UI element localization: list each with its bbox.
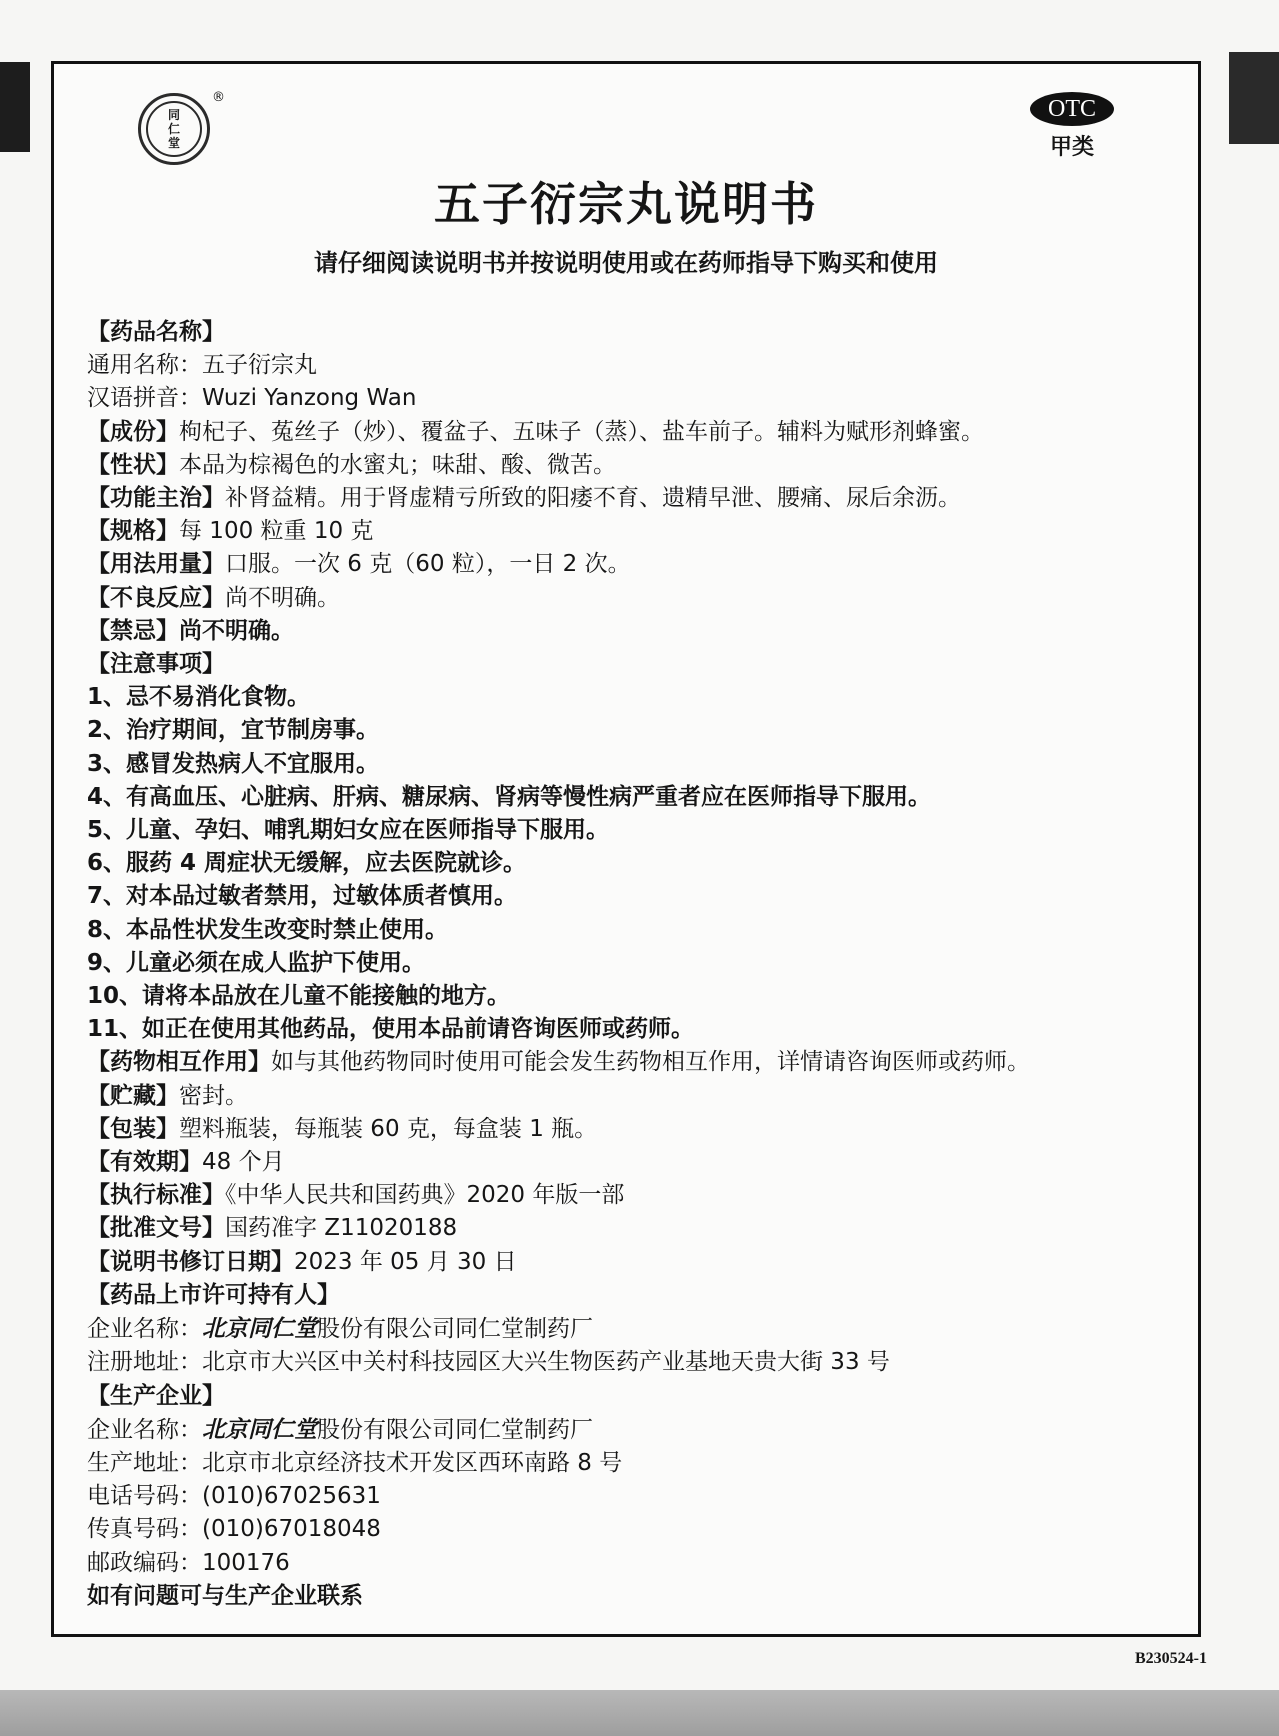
contraindications-value: 尚不明确。: [179, 617, 294, 644]
precaution-item: 11、如正在使用其他药品，使用本品前请咨询医师或药师。: [87, 1016, 695, 1043]
tongrentang-logo-icon: [138, 93, 210, 165]
scan-edge-right: [1229, 52, 1279, 144]
approval-label: 【批准文号】: [87, 1215, 225, 1242]
ingredients-label: 【成份】: [87, 418, 179, 445]
document-title: 五子衍宗丸说明书: [434, 177, 818, 231]
specification-value: 每 100 粒重 10 克: [179, 518, 374, 545]
mah-address-label: 注册地址：: [87, 1349, 202, 1376]
precaution-item: 2、治疗期间，宜节制房事。: [87, 717, 380, 744]
logo-char-1: 同: [167, 108, 180, 122]
postal-label: 邮政编码：: [87, 1549, 202, 1576]
dosage-label: 【用法用量】: [87, 551, 225, 578]
adverse-reactions-label: 【不良反应】: [87, 584, 225, 611]
indications-label: 【功能主治】: [87, 485, 225, 512]
logo-char-2: 仁: [167, 122, 180, 136]
storage-label: 【贮藏】: [87, 1082, 179, 1109]
drug-name-heading: 【药品名称】: [87, 319, 225, 345]
mah-company-brand: 北京同仁堂: [202, 1315, 317, 1343]
otc-class: 甲类: [1049, 135, 1094, 160]
packaging-line: [87, 1113, 1188, 1146]
scan-bottom-edge: [0, 1690, 1279, 1736]
pinyin-line: [87, 382, 1188, 415]
ingredients-line: [87, 416, 1188, 449]
precaution-item: 7、对本品过敏者禁用，过敏体质者慎用。: [87, 883, 518, 910]
contraindications-label: 【禁忌】: [87, 617, 179, 644]
phone-value: (010)67025631: [202, 1483, 381, 1510]
ingredients-value: 枸杞子、菟丝子（炒）、覆盆子、五味子（蒸）、盐车前子。辅料为赋形剂蜂蜜。: [179, 418, 984, 445]
precaution-item: 6、服药 4 周症状无缓解，应去医院就诊。: [87, 850, 527, 877]
generic-name-line: [87, 349, 1188, 382]
approval-value: 国药准字 Z11020188: [225, 1215, 458, 1242]
validity-line: [87, 1146, 1188, 1179]
manufacturer-address-value: 北京市北京经济技术开发区西环南路 8 号: [202, 1449, 623, 1476]
description-line: [87, 449, 1188, 482]
generic-name-value: 五子衍宗丸: [202, 352, 317, 379]
interactions-value: 如与其他药物同时使用可能会发生药物相互作用，详情请咨询医师或药师。: [271, 1049, 1030, 1076]
revision-label: 【说明书修订日期】: [87, 1248, 294, 1275]
registered-mark: ®: [212, 90, 225, 105]
leaflet-sheet: [51, 61, 1201, 1637]
indications-line: [87, 482, 1188, 515]
adverse-reactions-value: 尚不明确。: [225, 584, 340, 611]
approval-line: [87, 1212, 1188, 1245]
validity-value: 48 个月: [202, 1149, 285, 1176]
mah-company-label: 企业名称：: [87, 1316, 202, 1343]
contraindications-line: [87, 615, 1188, 648]
dosage-value: 口服。一次 6 克（60 粒），一日 2 次。: [225, 551, 631, 578]
description-label: 【性状】: [87, 451, 179, 478]
packaging-label: 【包装】: [87, 1115, 179, 1142]
mah-company-line: [87, 1312, 1188, 1346]
validity-label: 【有效期】: [87, 1149, 202, 1176]
manufacturer-company-line: [87, 1413, 1188, 1447]
postal-line: [87, 1547, 1188, 1580]
precaution-item: 5、儿童、孕妇、哺乳期妇女应在医师指导下服用。: [87, 817, 610, 844]
mah-address-line: [87, 1346, 1188, 1379]
document-code: B230524-1: [1135, 1650, 1207, 1667]
logo-seal: [146, 101, 202, 157]
phone-line: [87, 1480, 1188, 1513]
revision-line: [87, 1246, 1188, 1279]
mah-heading: 【药品上市许可持有人】: [87, 1281, 340, 1308]
specification-line: [87, 515, 1188, 548]
adverse-reactions-line: [87, 582, 1188, 615]
description-value: 本品为棕褐色的水蜜丸；味甜、酸、微苦。: [179, 451, 616, 478]
precautions-heading: 【注意事项】: [87, 651, 225, 678]
dosage-line: [87, 548, 1188, 581]
precaution-item: 9、儿童必须在成人监护下使用。: [87, 949, 426, 976]
document-subtitle: 请仔细阅读说明书并按说明使用或在药师指导下购买和使用: [314, 249, 938, 277]
otc-marker: [1030, 92, 1114, 161]
precaution-item: 1、忌不易消化食物。: [87, 684, 311, 711]
manufacturer-address-label: 生产地址：: [87, 1449, 202, 1476]
mah-company-rest: 股份有限公司同仁堂制药厂: [317, 1316, 593, 1343]
revision-value: 2023 年 05 月 30 日: [294, 1248, 517, 1275]
interactions-label: 【药物相互作用】: [87, 1049, 271, 1076]
interactions-line: [87, 1046, 1188, 1079]
manufacturer-heading: 【生产企业】: [87, 1382, 225, 1409]
leaflet-content: [87, 316, 1188, 1613]
specification-label: 【规格】: [87, 518, 179, 545]
pinyin-value: Wuzi Yanzong Wan: [202, 385, 417, 412]
manufacturer-company-rest: 股份有限公司同仁堂制药厂: [317, 1416, 593, 1443]
indications-value: 补肾益精。用于肾虚精亏所致的阳痿不育、遗精早泄、腰痛、尿后余沥。: [225, 485, 961, 512]
phone-label: 电话号码：: [87, 1483, 202, 1510]
postal-value: 100176: [202, 1549, 290, 1576]
standard-value: 《中华人民共和国药典》2020 年版一部: [225, 1182, 625, 1209]
fax-label: 传真号码：: [87, 1516, 202, 1543]
pinyin-label: 汉语拼音：: [87, 385, 202, 412]
standard-label: 【执行标准】: [87, 1182, 225, 1209]
storage-value: 密封。: [179, 1082, 248, 1109]
manufacturer-company-brand: 北京同仁堂: [202, 1415, 317, 1443]
contact-note: 如有问题可与生产企业联系: [87, 1582, 363, 1609]
precaution-item: 10、请将本品放在儿童不能接触的地方。: [87, 983, 511, 1010]
otc-badge: OTC: [1030, 92, 1114, 126]
packaging-value: 塑料瓶装，每瓶装 60 克，每盒装 1 瓶。: [179, 1115, 598, 1142]
manufacturer-address-line: [87, 1447, 1188, 1480]
storage-line: [87, 1080, 1188, 1113]
generic-name-label: 通用名称：: [87, 352, 202, 379]
precaution-item: 8、本品性状发生改变时禁止使用。: [87, 916, 449, 943]
standard-line: [87, 1179, 1188, 1212]
precaution-item: 3、感冒发热病人不宜服用。: [87, 750, 380, 777]
mah-address-value: 北京市大兴区中关村科技园区大兴生物医药产业基地天贵大街 33 号: [202, 1349, 890, 1376]
scan-edge-left: [0, 62, 30, 152]
fax-line: [87, 1513, 1188, 1546]
fax-value: (010)67018048: [202, 1516, 381, 1543]
precaution-item: 4、有高血压、心脏病、肝病、糖尿病、肾病等慢性病严重者应在医师指导下服用。: [87, 783, 932, 810]
logo-char-3: 堂: [167, 136, 180, 150]
manufacturer-company-label: 企业名称：: [87, 1416, 202, 1443]
